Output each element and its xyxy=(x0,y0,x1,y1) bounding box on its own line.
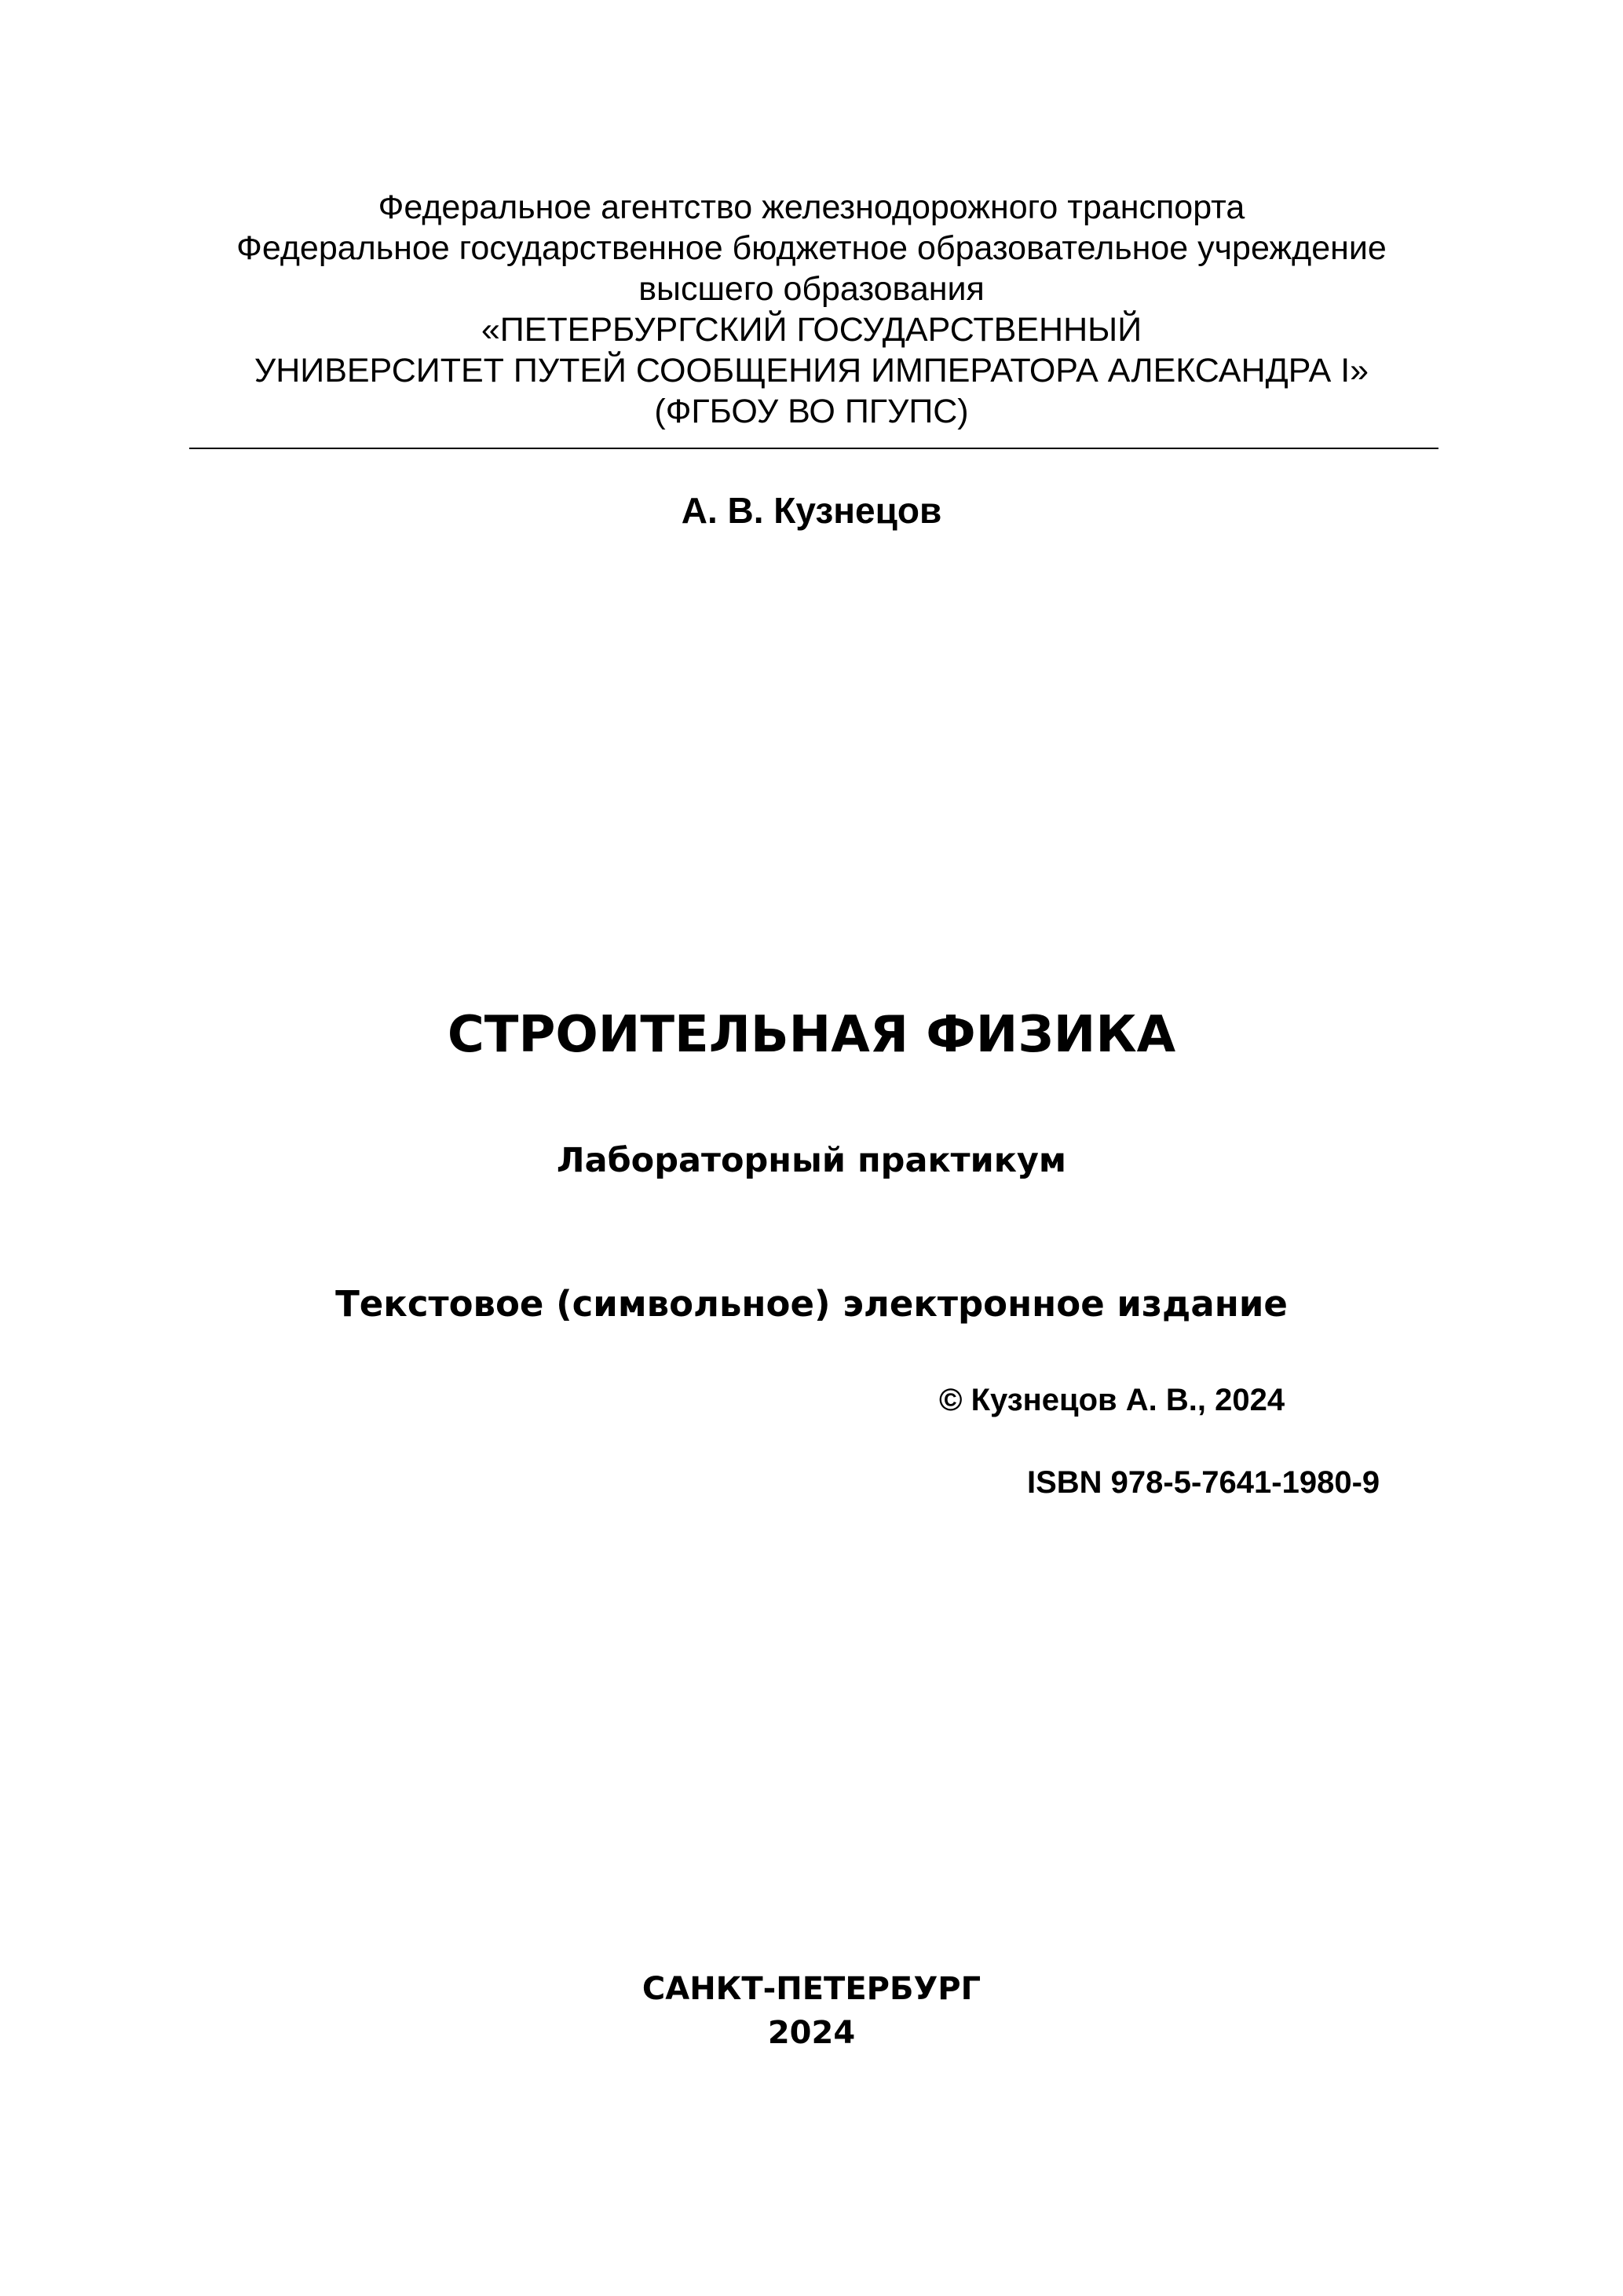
header-line-university-name-2: УНИВЕРСИТЕТ ПУТЕЙ СООБЩЕНИЯ ИМПЕРАТОРА АЛЕКСАНДРА I» xyxy=(254,352,1369,389)
header-line-abbreviation: (ФГБОУ ВО ПГУПС) xyxy=(654,393,969,430)
isbn-number: ISBN 978-5-7641-1980-9 xyxy=(1027,1465,1380,1500)
copyright-notice: © Кузнецов А. В., 2024 xyxy=(939,1383,1285,1417)
edition-type: Текстовое (символьное) электронное издание xyxy=(335,1283,1288,1325)
publisher-header xyxy=(0,187,1623,432)
imprint-footer xyxy=(0,1967,1623,2055)
book-title: СТРОИТЕЛЬНАЯ ФИЗИКА xyxy=(447,1006,1176,1064)
publication-city: САНКТ-ПЕТЕРБУРГ xyxy=(642,1971,981,2007)
publication-year: 2024 xyxy=(767,2015,856,2051)
book-subtitle: Лабораторный практикум xyxy=(556,1141,1067,1180)
author-name: А. В. Кузнецов xyxy=(681,490,942,531)
header-divider xyxy=(189,448,1438,449)
header-line-university-name-1: «ПЕТЕРБУРГСКИЙ ГОСУДАРСТВЕННЫЙ xyxy=(481,311,1142,349)
header-line-agency: Федеральное агентство железнодорожного транспорта xyxy=(378,188,1245,226)
header-line-institution-type: Федеральное государственное бюджетное образовательное учреждение xyxy=(236,229,1387,267)
header-line-education-level: высшего образования xyxy=(638,270,985,308)
